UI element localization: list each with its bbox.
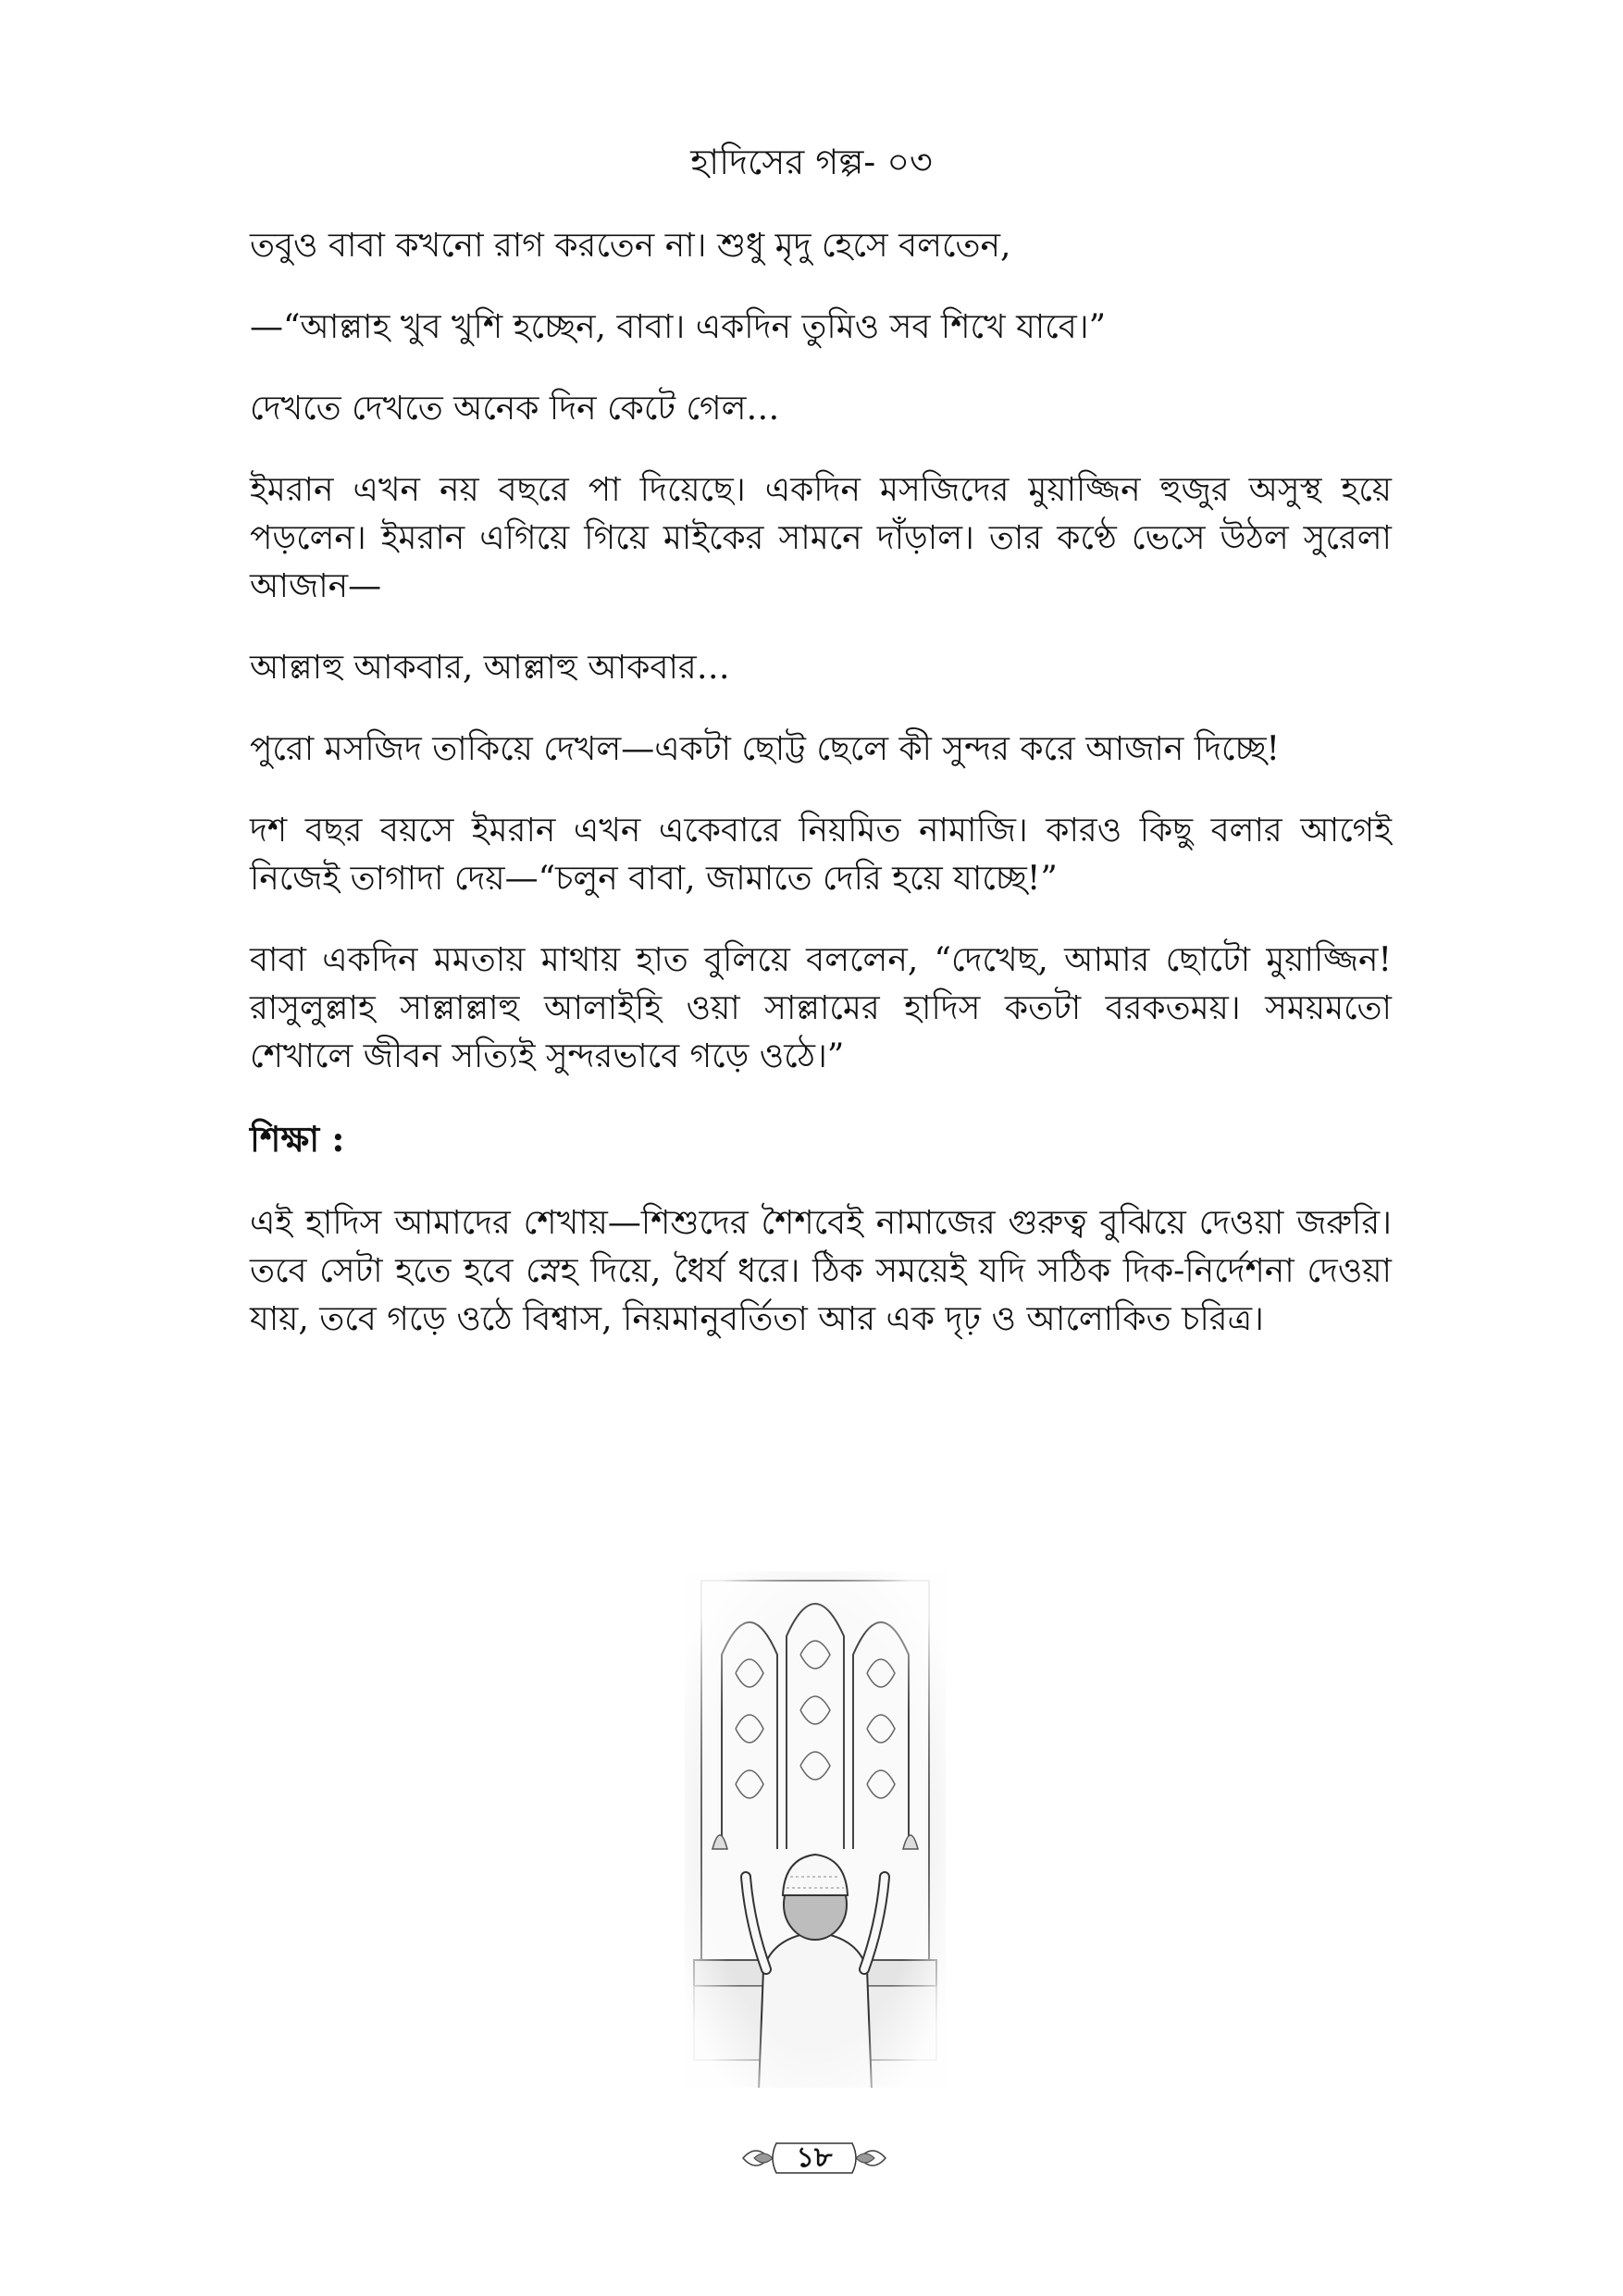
paragraph: আল্লাহু আকবার, আল্লাহু আকবার… [250,649,730,687]
page-number-label: ১৮ [796,2141,833,2174]
paragraph: দেখতে দেখতে অনেক দিন কেটে গেল… [250,390,780,428]
paragraph: পুরো মসজিদ তাকিয়ে দেখল—একটা ছোট্ট ছেলে কী সুন্দর করে আজান দিচ্ছে! [250,730,1281,768]
paragraph: দশ বছর বয়সে ইমরান এখন একেবারে নিয়মিত নামাজি। কারও কিছু বলার আগেই নিজেই তাগাদা দেয়—“চলুন বাবা, জামাতে দেরি হয়ে যাচ্ছে!” [250,812,1392,898]
page-body [250,222,1392,1377]
page-header: হাদিসের গল্প- ০৩ [690,142,933,182]
page-number [736,2138,893,2178]
paragraph: —“আল্লাহ খুব খুশি হচ্ছেন, বাবা। একদিন তুমিও সব শিখে যাবে।” [250,308,1107,346]
lesson-paragraph: এই হাদিস আমাদের শেখায়—শিশুদের শৈশবেই নামাজের গুরুত্ব বুঝিয়ে দেওয়া জরুরি। তবে সেটা হতে হবে স্নেহ দিয়ে, ধৈর্য ধরে। ঠিক সময়েই যদি সঠিক দিক-নির্দেশনা দেওয়া যায়, তবে গড়ে ওঠে বিশ্বাস, নিয়মানুবর্তিতা আর এক দৃঢ় ও আলোকিত চরিত্র। [250,1204,1392,1338]
boy-at-mosque-window-illustration [685,1571,946,2088]
lesson-heading: শিক্ষা : [250,1118,345,1160]
paragraph: ইমরান এখন নয় বছরে পা দিয়েছে। একদিন মসজিদের মুয়াজ্জিন হুজুর অসুস্থ হয়ে পড়লেন। ইমরান এগিয়ে গিয়ে মাইকের সামনে দাঁড়াল। তার কণ্ঠে ভেসে উঠল সুরেলা আজান— [250,471,1392,605]
paragraph: বাবা একদিন মমতায় মাথায় হাত বুলিয়ে বললেন, “দেখেছ, আমার ছোটো মুয়াজ্জিন! রাসুলুল্লাহ সাল্লাল্লাহু আলাইহি ওয়া সাল্লামের হাদিস কতটা বরকতময়। সময়মতো শেখালে জীবন সত্যিই সুন্দরভাবে গড়ে ওঠে।” [250,941,1392,1075]
paragraph: তবুও বাবা কখনো রাগ করতেন না। শুধু মৃদু হেসে বলতেন, [250,227,1011,265]
